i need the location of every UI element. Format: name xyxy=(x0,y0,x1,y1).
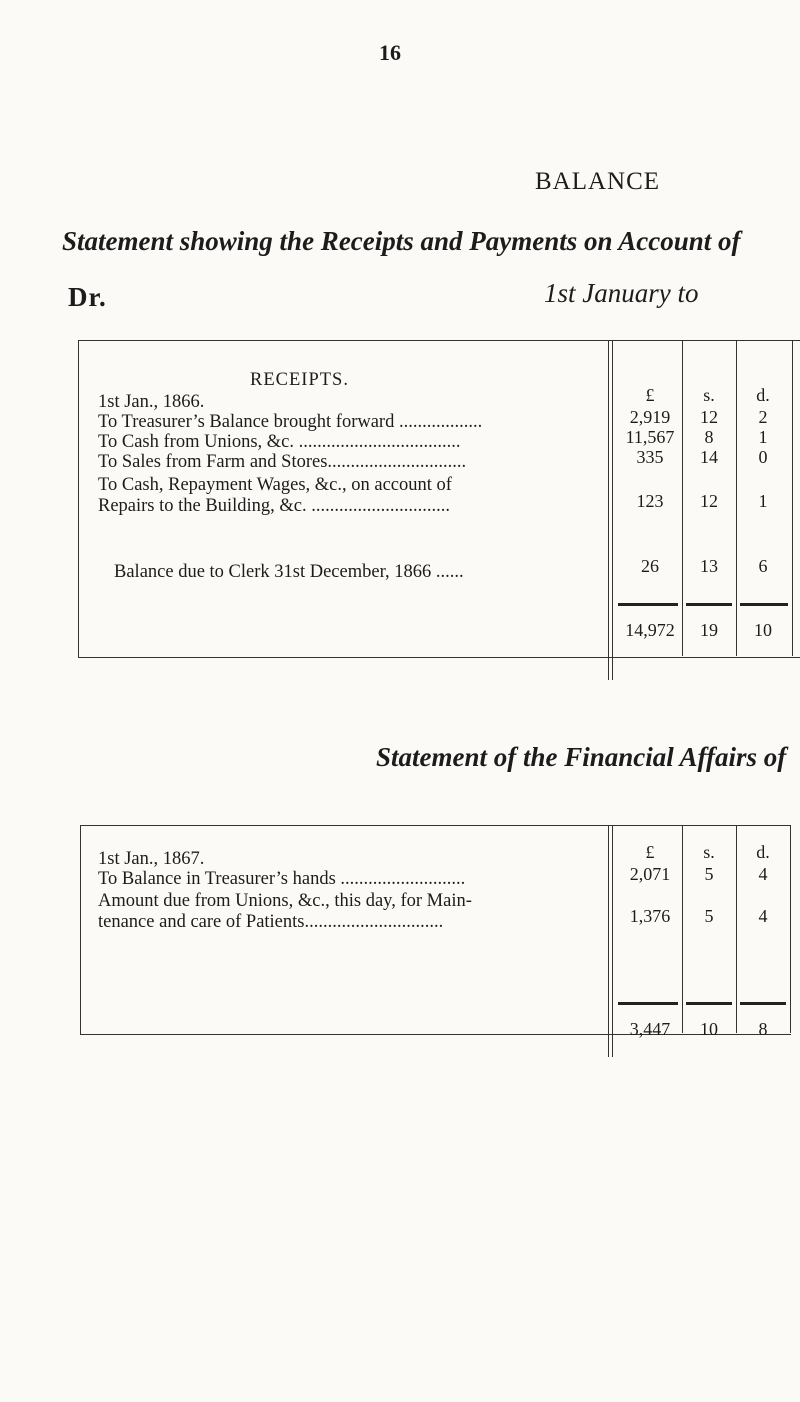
receipt-row-pence: 0 xyxy=(758,447,768,467)
financial-row-shillings: 5 xyxy=(704,864,714,884)
financial-row-label: To Balance in Treasurer’s hands ........................... xyxy=(98,869,466,889)
receipts-total-pounds: 14,972 xyxy=(625,620,675,640)
receipt-row-pence: 1 xyxy=(758,491,768,511)
financial-row-pence: 4 xyxy=(758,864,768,884)
receipt-row-label: To Cash, Repayment Wages, &c., on account of xyxy=(98,475,452,495)
receipt-row-label: To Cash from Unions, &c. ................................... xyxy=(98,432,461,452)
financial-row-pounds: 1,376 xyxy=(629,906,671,926)
financial-header-pounds: £ xyxy=(645,842,655,862)
receipts-title: RECEIPTS. xyxy=(250,370,349,390)
receipt-row-label: To Treasurer’s Balance brought forward .................. xyxy=(98,412,483,432)
financial-row-label: Amount due from Unions, &c., this day, for Main- xyxy=(98,891,472,911)
receipt-row-shillings: 12 xyxy=(700,407,718,427)
receipts-total-pence: 10 xyxy=(754,620,772,640)
receipts-header-pounds: £ xyxy=(645,385,655,405)
receipt-row-pounds: 11,567 xyxy=(625,427,675,447)
receipts-date-line: 1st Jan., 1866. xyxy=(98,392,205,412)
financial-total-rule-shillings xyxy=(686,1002,732,1005)
financial-total-rule-pounds xyxy=(618,1002,678,1005)
receipts-total-shillings: 19 xyxy=(700,620,718,640)
financial-row-pounds: 2,071 xyxy=(629,864,671,884)
period-label: 1st January to xyxy=(544,278,699,308)
financial-total-pence: 8 xyxy=(758,1019,768,1039)
receipt-row-pounds: 123 xyxy=(636,491,664,511)
receipt-row-label: Balance due to Clerk 31st December, 1866 ...... xyxy=(114,562,464,582)
receipt-row-label: To Sales from Farm and Stores.............................. xyxy=(98,452,467,472)
receipt-row-shillings: 12 xyxy=(700,491,718,511)
financial-col-divider-pounds xyxy=(608,825,609,1057)
receipts-total-rule-pence xyxy=(740,603,788,606)
financial-total-pounds: 3,447 xyxy=(629,1019,671,1039)
receipt-row-pounds: 26 xyxy=(641,556,659,576)
financial-row-shillings: 5 xyxy=(704,906,714,926)
receipts-total-rule-shillings xyxy=(686,603,732,606)
financial-total-shillings: 10 xyxy=(700,1019,718,1039)
receipt-row-label-continued: Repairs to the Building, &c. .............................. xyxy=(98,496,450,516)
receipt-row-shillings: 14 xyxy=(700,447,718,467)
financial-col-divider-right xyxy=(790,825,791,1033)
receipts-header-pence: d. xyxy=(756,385,770,405)
receipt-row-pounds: 2,919 xyxy=(629,407,671,427)
receipts-header-shillings: s. xyxy=(703,385,715,405)
receipt-row-pounds: 335 xyxy=(636,447,664,467)
debit-label: Dr. xyxy=(68,282,107,312)
receipts-col-divider-right xyxy=(792,340,793,656)
financial-row-label-continued: tenance and care of Patients.............................. xyxy=(98,912,444,932)
financial-row-pence: 4 xyxy=(758,906,768,926)
receipts-col-divider-pounds xyxy=(608,340,609,680)
financial-total-rule-pence xyxy=(740,1002,786,1005)
financial-col-divider-pence xyxy=(736,825,737,1033)
page-number: 16 xyxy=(379,40,401,65)
financial-date-line: 1st Jan., 1867. xyxy=(98,849,205,869)
receipt-row-pence: 2 xyxy=(758,407,768,427)
receipt-row-shillings: 13 xyxy=(700,556,718,576)
financial-header-pence: d. xyxy=(756,842,770,862)
receipt-row-pence: 1 xyxy=(758,427,768,447)
receipt-row-shillings: 8 xyxy=(704,427,714,447)
receipt-row-pence: 6 xyxy=(758,556,768,576)
financial-affairs-subtitle: Statement of the Financial Affairs of xyxy=(376,742,787,772)
receipts-col-divider-pence xyxy=(736,340,737,656)
financial-header-shillings: s. xyxy=(703,842,715,862)
statement-subtitle: Statement showing the Receipts and Payments on Account of xyxy=(62,226,741,256)
page-heading: BALANCE xyxy=(535,168,661,195)
receipts-total-rule-pounds xyxy=(618,603,678,606)
